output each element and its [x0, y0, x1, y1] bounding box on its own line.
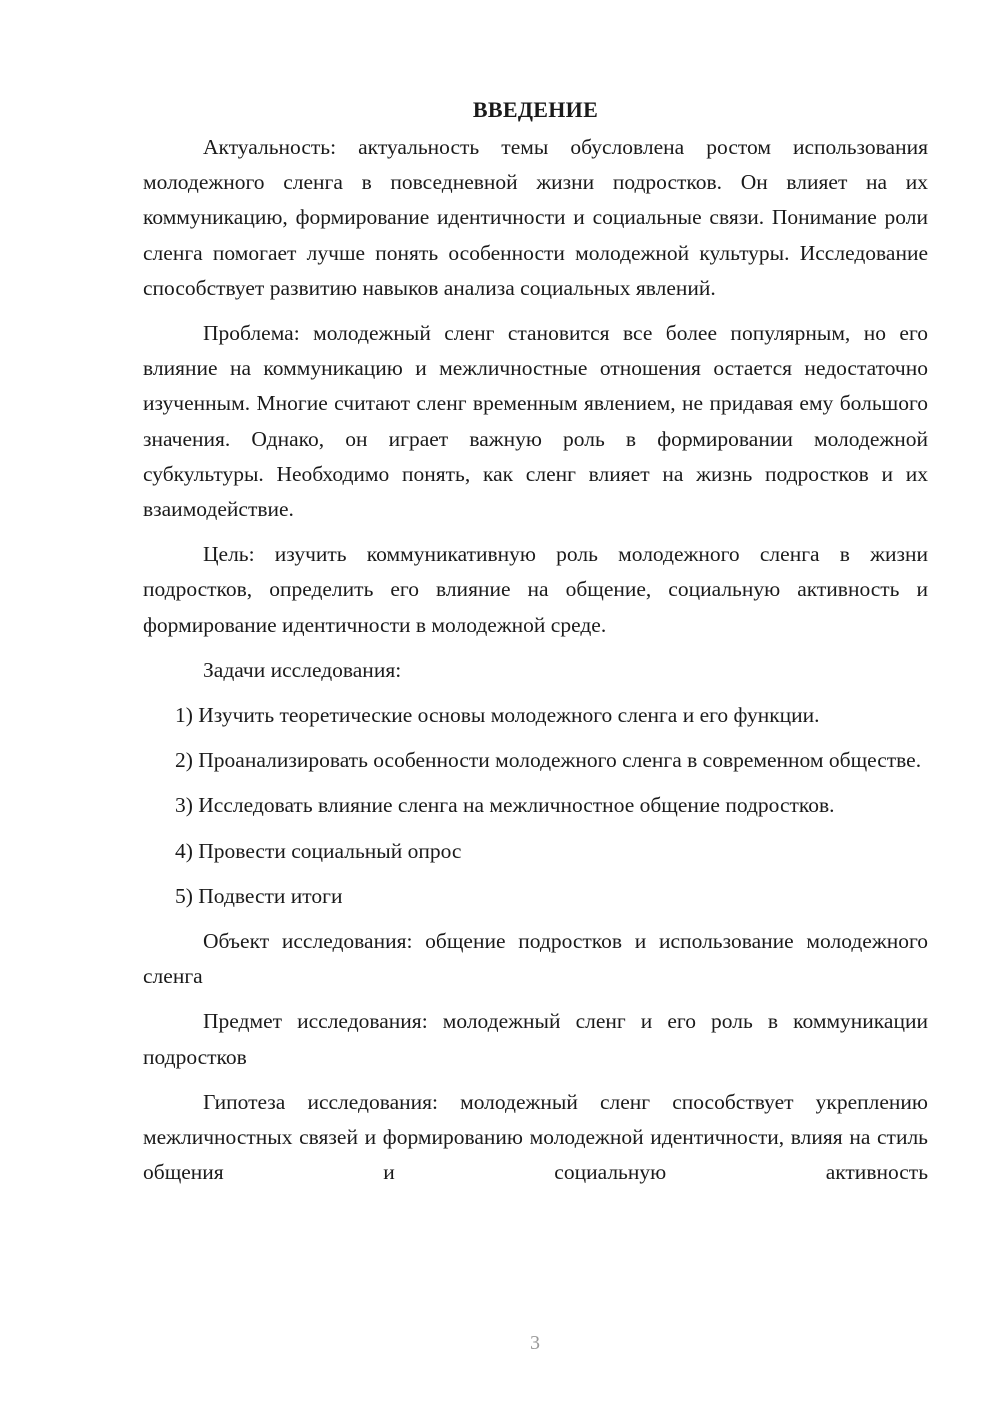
task-item-3: 3) Исследовать влияние сленга на межличностное общение подростков.	[175, 793, 835, 818]
task-item-5: 5) Подвести итоги	[175, 883, 343, 908]
task-item-4: 4) Провести социальный опрос	[175, 838, 462, 863]
hypothesis-paragraph: Гипотеза исследования: молодежный сленг способствует укреплению межличностных связей и формированию молодежной идентичности, влияя на стиль общения и социальную активность	[143, 1089, 928, 1185]
object-paragraph: Объект исследования: общение подростков и использование молодежного сленга	[143, 929, 928, 989]
task-item-2: 2) Проанализировать особенности молодежного сленга в современном обществе.	[175, 748, 922, 773]
tasks-title: Задачи исследования:	[203, 657, 402, 682]
page-title: ВВЕДЕНИЕ	[472, 97, 599, 122]
goal-paragraph: Цель: изучить коммуникативную роль молодежного сленга в жизни подростков, определить его влияние на общение, социальную активность и формирование идентичности в молодежной среде.	[143, 542, 928, 637]
task-item-1: 1) Изучить теоретические основы молодежного сленга и его функции.	[175, 703, 820, 728]
page-number: 3	[530, 1332, 540, 1354]
problem-paragraph: Проблема: молодежный сленг становится все более популярным, но его влияние на коммуникацию и межличностные отношения остается недостаточно изученным. Многие считают сленг временным явлением, не придавая ему большого значения. Однако, он играет важную роль в формировании молодежной субкультуры. Необходимо понять, как сленг влияет на жизнь подростков и их взаимодействие.	[143, 321, 928, 522]
relevance-paragraph: Актуальность: актуальность темы обусловлена ростом использования молодежного сленга в повседневной жизни подростков. Он влияет на их коммуникацию, формирование идентичности и социальные связи. Понимание роли сленга помогает лучше понять особенности молодежной культуры. Исследование способствует развитию навыков анализа социальных явлений.	[143, 135, 928, 300]
subject-paragraph: Предмет исследования: молодежный сленг и его роль в коммуникации подростков	[143, 1009, 928, 1069]
document-page	[143, 92, 928, 1200]
